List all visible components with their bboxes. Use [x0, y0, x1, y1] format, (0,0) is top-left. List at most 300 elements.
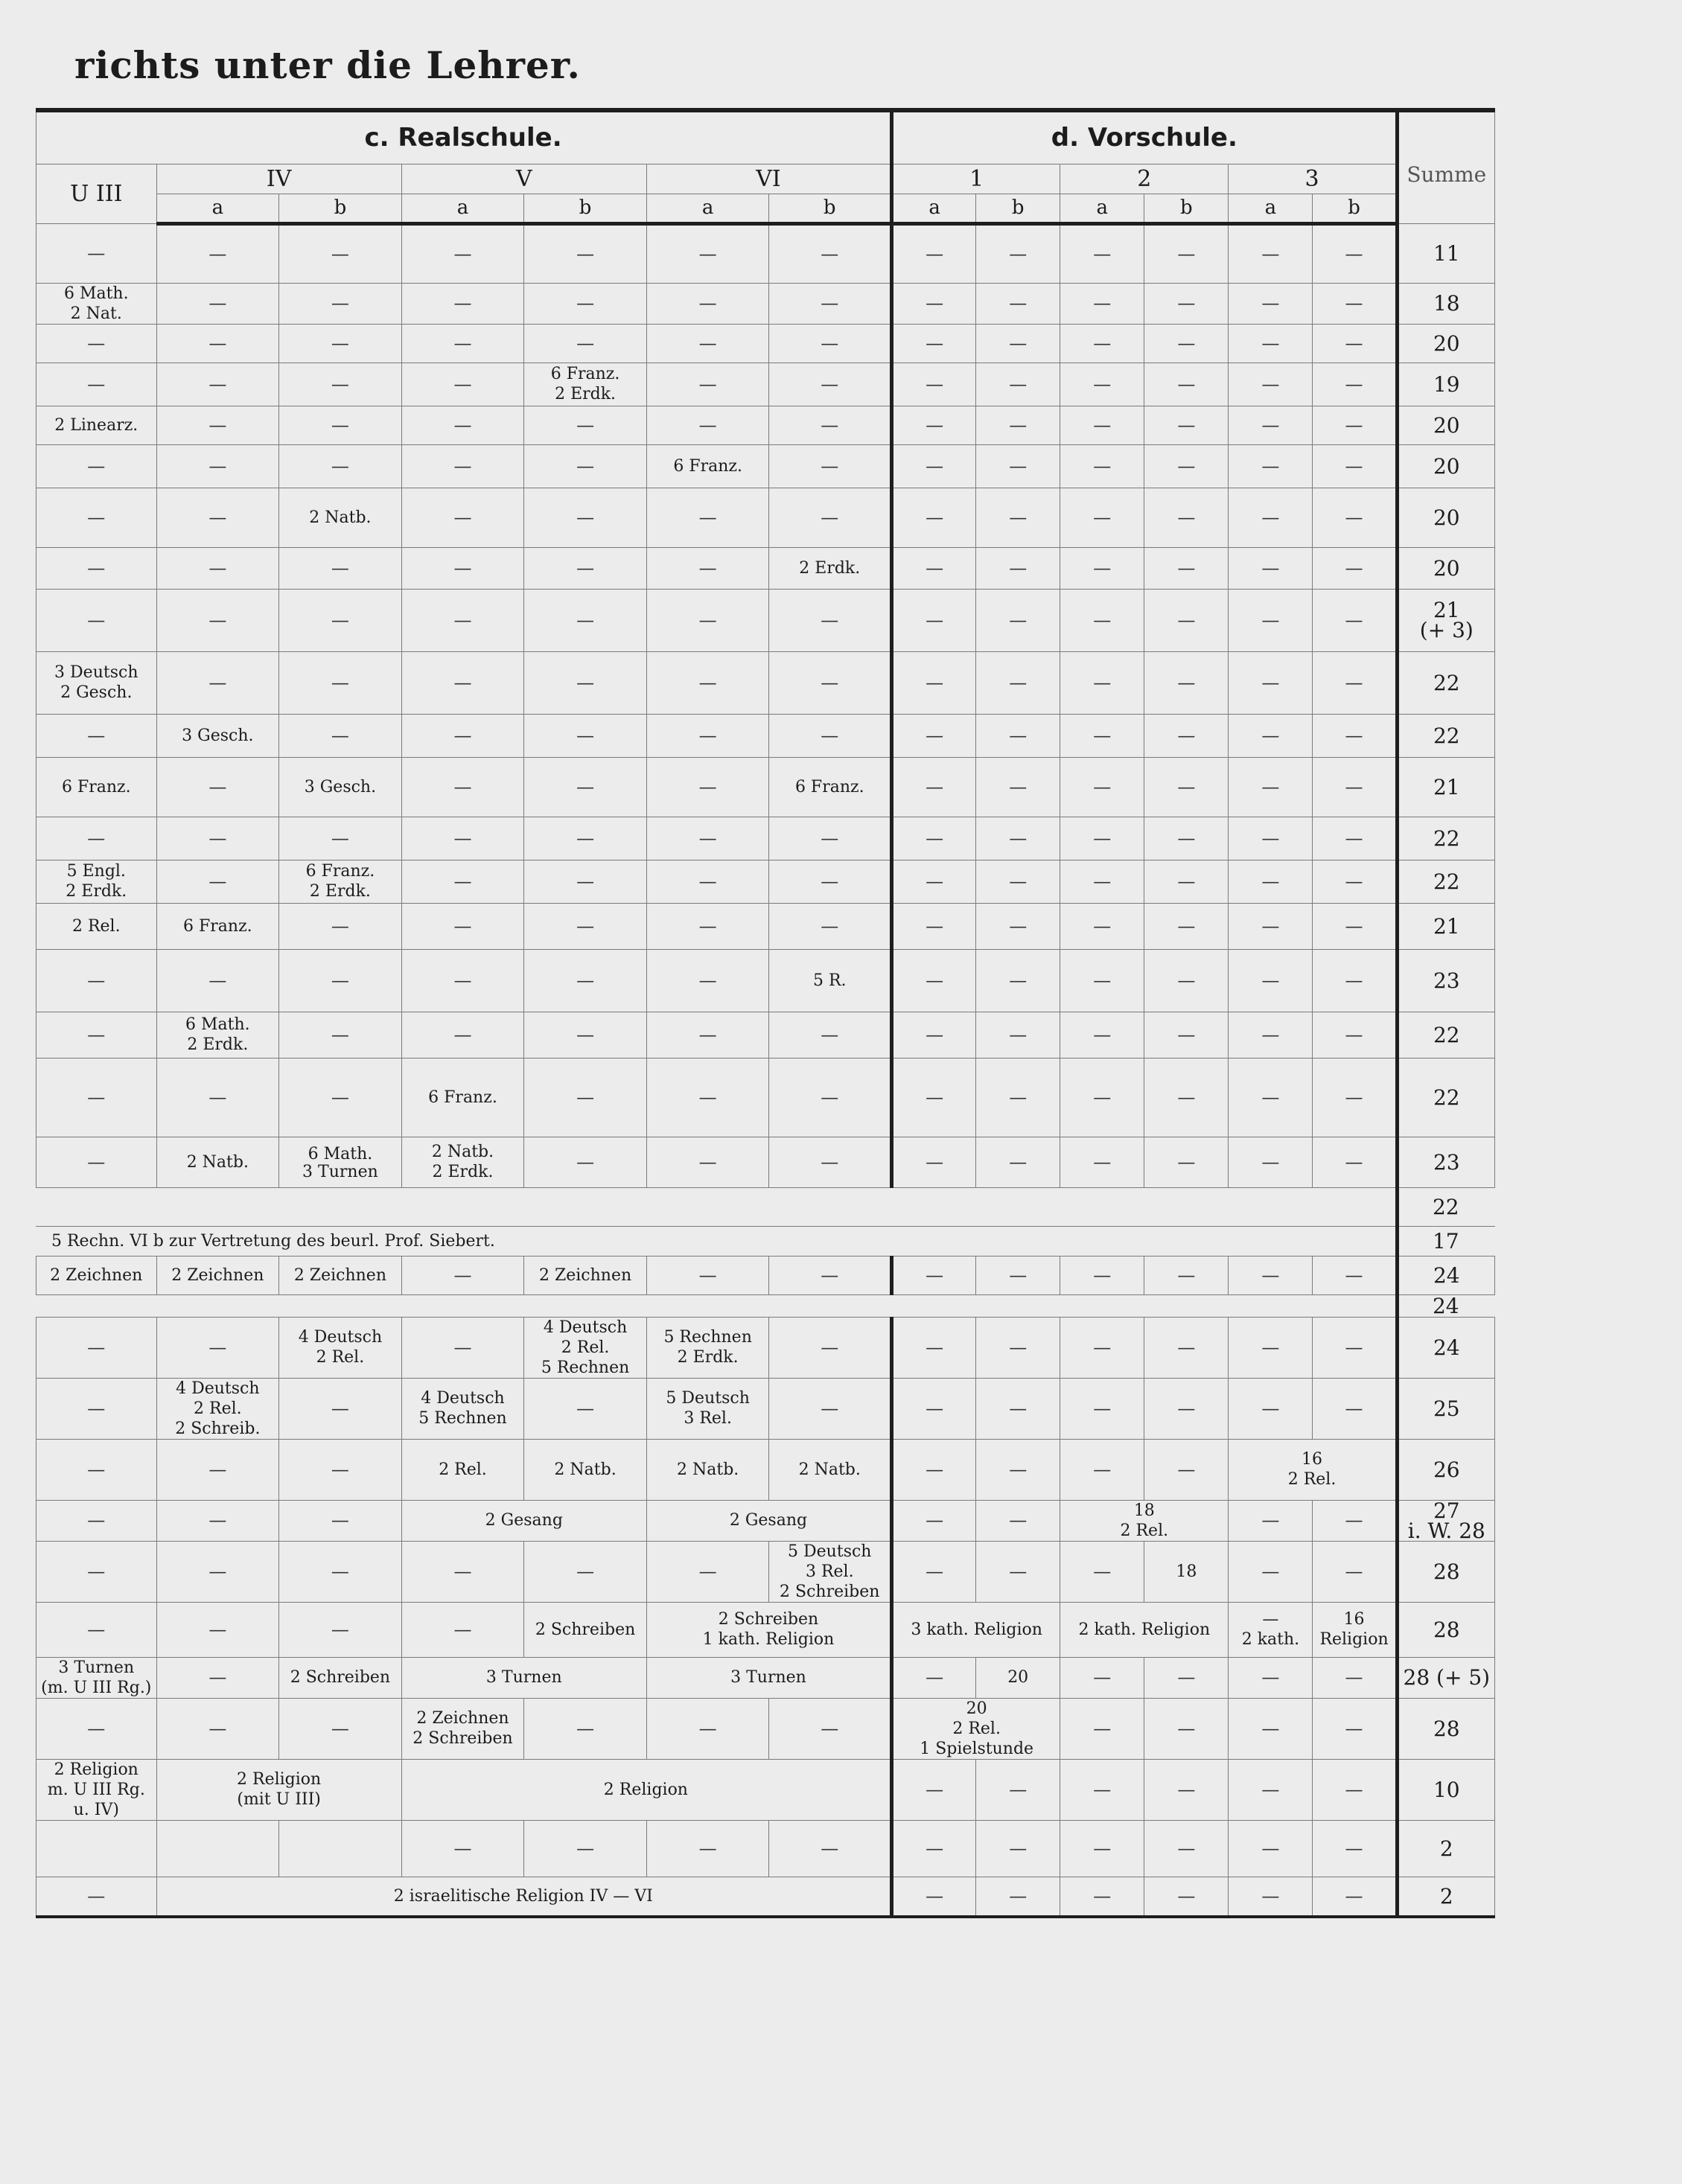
table-cell: —: [646, 651, 769, 714]
table-cell: —: [401, 324, 524, 363]
table-cell: —: [976, 444, 1060, 488]
table-row: [36, 714, 1495, 757]
table-cell: —: [1060, 860, 1144, 903]
table-cell: —: [1060, 283, 1144, 324]
col-1: 1: [892, 164, 1060, 194]
table-cell: —: [1313, 860, 1397, 903]
table-cell: —: [1060, 488, 1144, 547]
col-1-a: a: [892, 194, 976, 223]
table-cell: —: [976, 1378, 1060, 1439]
sum-cell: 25: [1397, 1378, 1494, 1439]
table-cell: —: [1313, 1137, 1397, 1187]
table-cell: 5 Rechnen 2 Erdk.: [646, 1317, 769, 1378]
table-row: [36, 1058, 1495, 1137]
table-cell: —: [1144, 817, 1229, 860]
col-2: 2: [1060, 164, 1229, 194]
sum-cell: 28: [1397, 1602, 1494, 1657]
table-cell: —: [1229, 1137, 1313, 1187]
table-cell: —: [1313, 324, 1397, 363]
table-cell: —: [279, 223, 402, 283]
table-cell: —: [524, 488, 647, 547]
table-row: [36, 1187, 1495, 1226]
table-cell: —: [1313, 714, 1397, 757]
table-cell: —: [1144, 547, 1229, 589]
table-cell: —: [1313, 1759, 1397, 1820]
table-cell: —: [1060, 651, 1144, 714]
table-cell: —: [36, 1439, 157, 1500]
table-cell: —: [401, 589, 524, 651]
table-cell: —: [1313, 757, 1397, 817]
table-cell: —: [524, 949, 647, 1012]
table-cell: —: [892, 1439, 976, 1500]
table-cell: —: [36, 1541, 157, 1602]
table-cell: —: [1313, 589, 1397, 651]
table-cell: —: [1060, 1137, 1144, 1187]
table-cell: —: [524, 903, 647, 949]
table-cell: 2 Zeichnen: [524, 1256, 647, 1294]
table-cell: 6 Franz.: [401, 1058, 524, 1137]
table-cell: —: [976, 714, 1060, 757]
table-cell: —: [156, 1500, 279, 1541]
vorschule-header: d. Vorschule.: [892, 110, 1398, 164]
table-cell: —: [1144, 1698, 1229, 1759]
table-cell: —: [646, 488, 769, 547]
col-uiii: U III: [36, 164, 157, 223]
table-cell: 2 Schreiben: [279, 1657, 402, 1698]
sum-cell: 2: [1397, 1820, 1494, 1877]
table-cell: —: [1144, 903, 1229, 949]
table-cell: —: [1060, 1759, 1144, 1820]
table-cell: —: [36, 1500, 157, 1541]
table-cell: 3 Turnen: [646, 1657, 891, 1698]
table-cell: —: [1229, 1657, 1313, 1698]
table-cell: 5 Deutsch 3 Rel.: [646, 1378, 769, 1439]
table-cell: —: [156, 860, 279, 903]
sum-cell: 28 (+ 5): [1397, 1657, 1494, 1698]
table-cell: —: [769, 903, 892, 949]
table-row: [36, 1698, 1495, 1759]
table-cell: —: [976, 406, 1060, 444]
table-cell: —: [1313, 406, 1397, 444]
table-cell: —: [892, 223, 976, 283]
table-cell: —: [279, 1058, 402, 1137]
table-cell: —: [524, 1378, 647, 1439]
table-cell: —: [1229, 488, 1313, 547]
table-cell: 6 Math. 2 Nat.: [36, 283, 157, 324]
note-cell: 5 Rechn. VI b zur Vertretung des beurl. Prof. Siebert.: [36, 1226, 1398, 1256]
sum-cell: 10: [1397, 1759, 1494, 1820]
table-cell: —: [646, 406, 769, 444]
table-cell: —: [156, 651, 279, 714]
table-cell: —: [976, 324, 1060, 363]
table-cell: —: [976, 1256, 1060, 1294]
table-cell: —: [646, 547, 769, 589]
col-v: V: [401, 164, 646, 194]
page-heading: richts unter die Lehrer.: [74, 43, 581, 87]
table-cell: —: [1313, 903, 1397, 949]
table-cell: —: [769, 817, 892, 860]
col-vi-b: b: [769, 194, 892, 223]
sum-cell: 2: [1397, 1877, 1494, 1917]
table-cell: —: [36, 363, 157, 406]
table-cell: —: [976, 1541, 1060, 1602]
table-cell: —: [1144, 949, 1229, 1012]
table-cell: —: [156, 1657, 279, 1698]
table-cell: —: [1144, 444, 1229, 488]
table-cell: 2 israelitische Religion IV — VI: [156, 1877, 892, 1917]
table-cell: 2 Schreiben 1 kath. Religion: [646, 1602, 891, 1657]
table-cell: —: [36, 1602, 157, 1657]
table-cell: —: [976, 223, 1060, 283]
table-cell: —: [1229, 1877, 1313, 1917]
table-cell: —: [1313, 949, 1397, 1012]
table-cell: —: [1229, 223, 1313, 283]
table-cell: —: [524, 1541, 647, 1602]
table-cell: 4 Deutsch 2 Rel. 5 Rechnen: [524, 1317, 647, 1378]
table-cell: —: [524, 547, 647, 589]
table-cell: 3 Gesch.: [156, 714, 279, 757]
table-cell: —: [892, 488, 976, 547]
table-cell: 18 2 Rel.: [1060, 1500, 1229, 1541]
table-row: [36, 444, 1495, 488]
table-cell: —: [769, 1012, 892, 1058]
table-cell: —: [279, 1541, 402, 1602]
table-cell: —: [976, 1500, 1060, 1541]
table-cell: — 2 kath.: [1229, 1602, 1313, 1657]
col-v-b: b: [524, 194, 647, 223]
table-cell: —: [976, 949, 1060, 1012]
table-cell: —: [36, 1317, 157, 1378]
table-cell: —: [156, 1317, 279, 1378]
table-cell: —: [1229, 1500, 1313, 1541]
table-cell: 5 R.: [769, 949, 892, 1012]
table-cell: 2 Zeichnen 2 Schreiben: [401, 1698, 524, 1759]
table-cell: —: [976, 488, 1060, 547]
table-cell: —: [1229, 714, 1313, 757]
table-cell: —: [646, 949, 769, 1012]
table-cell: 2 Religion: [401, 1759, 891, 1820]
table-row: [36, 949, 1495, 1012]
table-cell: —: [646, 860, 769, 903]
table-cell: —: [1229, 903, 1313, 949]
table-cell: —: [524, 1058, 647, 1137]
table-cell: 6 Franz. 2 Erdk.: [279, 860, 402, 903]
table-cell: —: [892, 1378, 976, 1439]
table-cell: —: [1144, 406, 1229, 444]
table-cell: —: [892, 1137, 976, 1187]
sum-cell: 28: [1397, 1698, 1494, 1759]
table-cell: —: [1060, 406, 1144, 444]
table-cell: —: [646, 903, 769, 949]
table-cell: —: [892, 1058, 976, 1137]
table-cell: 20 2 Rel. 1 Spielstunde: [892, 1698, 1060, 1759]
table-cell: —: [1144, 283, 1229, 324]
sum-cell: 24: [1397, 1317, 1494, 1378]
table-cell: —: [279, 1012, 402, 1058]
table-cell: —: [976, 547, 1060, 589]
table-cell: —: [401, 1541, 524, 1602]
table-cell: —: [36, 817, 157, 860]
table-cell: —: [1060, 363, 1144, 406]
table-cell: —: [1229, 1698, 1313, 1759]
table-cell: —: [646, 817, 769, 860]
table-cell: —: [892, 817, 976, 860]
table-cell: —: [892, 324, 976, 363]
sum-cell: 20: [1397, 488, 1494, 547]
table-cell: [36, 1820, 157, 1877]
table-cell: —: [36, 488, 157, 547]
table-cell: —: [646, 1698, 769, 1759]
table-cell: —: [1229, 363, 1313, 406]
table-cell: —: [36, 714, 157, 757]
table-cell: —: [1060, 1012, 1144, 1058]
table-cell: 3 kath. Religion: [892, 1602, 1060, 1657]
table-cell: 2 Schreiben: [524, 1602, 647, 1657]
col-3-b: b: [1313, 194, 1397, 223]
table-cell: —: [1313, 1877, 1397, 1917]
table-cell: —: [892, 1256, 976, 1294]
table-cell: —: [1229, 444, 1313, 488]
table-cell: —: [1060, 1058, 1144, 1137]
sum-cell: 19: [1397, 363, 1494, 406]
table-cell: —: [1313, 444, 1397, 488]
table-cell: —: [1060, 1877, 1144, 1917]
table-cell: —: [976, 283, 1060, 324]
table-cell: —: [892, 1657, 976, 1698]
table-cell: —: [401, 547, 524, 589]
table-cell: —: [1144, 1058, 1229, 1137]
table-cell: —: [1229, 817, 1313, 860]
table-cell: 6 Franz.: [156, 903, 279, 949]
table-cell: 3 Gesch.: [279, 757, 402, 817]
table-cell: —: [1060, 1698, 1144, 1759]
sum-cell: 23: [1397, 949, 1494, 1012]
table-cell: —: [892, 589, 976, 651]
table-cell: —: [892, 363, 976, 406]
table-cell: —: [156, 406, 279, 444]
table-cell: —: [524, 860, 647, 903]
table-cell: 2 Natb.: [646, 1439, 769, 1500]
table-row: [36, 1500, 1495, 1541]
table-cell: —: [1144, 757, 1229, 817]
table-cell: —: [401, 757, 524, 817]
table-cell: —: [36, 1877, 157, 1917]
col-3-a: a: [1229, 194, 1313, 223]
table-cell: 6 Franz.: [36, 757, 157, 817]
table-cell: —: [769, 860, 892, 903]
table-cell: —: [524, 444, 647, 488]
table-cell: —: [524, 324, 647, 363]
table-cell: —: [892, 1541, 976, 1602]
table-cell: 3 Turnen (m. U III Rg.): [36, 1657, 157, 1698]
col-vi: VI: [646, 164, 891, 194]
table-cell: —: [976, 1137, 1060, 1187]
table-row: [36, 1012, 1495, 1058]
table-cell: —: [892, 757, 976, 817]
table-cell: 4 Deutsch 2 Rel.: [279, 1317, 402, 1378]
table-cell: —: [1144, 1657, 1229, 1698]
table-cell: —: [1229, 1378, 1313, 1439]
table-cell: —: [646, 363, 769, 406]
table-cell: —: [976, 1439, 1060, 1500]
table-cell: —: [769, 589, 892, 651]
sum-cell: 20: [1397, 547, 1494, 589]
table-row: [36, 1602, 1495, 1657]
table-cell: —: [1313, 1500, 1397, 1541]
table-cell: 6 Franz.: [646, 444, 769, 488]
table-cell: —: [156, 1058, 279, 1137]
table-row: [36, 1256, 1495, 1294]
table-cell: —: [1313, 1058, 1397, 1137]
sum-cell: 22: [1397, 651, 1494, 714]
sum-cell: 27 i. W. 28: [1397, 1500, 1494, 1541]
table-cell: —: [524, 1137, 647, 1187]
table-cell: —: [401, 1820, 524, 1877]
table-cell: —: [279, 283, 402, 324]
table-cell: —: [279, 949, 402, 1012]
table-cell: —: [401, 903, 524, 949]
table-cell: —: [769, 488, 892, 547]
table-row: [36, 1226, 1495, 1256]
table-cell: —: [401, 406, 524, 444]
table-cell: —: [1229, 406, 1313, 444]
table-cell: —: [1313, 283, 1397, 324]
table-cell: —: [1144, 1137, 1229, 1187]
sum-cell: 22: [1397, 860, 1494, 903]
table-cell: —: [892, 406, 976, 444]
table-cell: 2 Zeichnen: [156, 1256, 279, 1294]
table-cell: 2 Rel.: [36, 903, 157, 949]
table-cell: —: [1060, 817, 1144, 860]
note-cell: [36, 1187, 1398, 1226]
table-cell: —: [156, 324, 279, 363]
table-row: [36, 406, 1495, 444]
table-cell: —: [1229, 1820, 1313, 1877]
table-cell: —: [1060, 949, 1144, 1012]
col-iv-a: a: [156, 194, 279, 223]
table-cell: 5 Engl. 2 Erdk.: [36, 860, 157, 903]
table-cell: 18: [1144, 1541, 1229, 1602]
table-row: [36, 589, 1495, 651]
table-cell: —: [976, 757, 1060, 817]
table-cell: —: [1229, 1759, 1313, 1820]
table-cell: —: [1313, 1256, 1397, 1294]
table-cell: —: [1313, 223, 1397, 283]
table-cell: —: [646, 1256, 769, 1294]
table-cell: —: [156, 363, 279, 406]
table-cell: —: [279, 1602, 402, 1657]
table-cell: 3 Turnen: [401, 1657, 646, 1698]
col-vi-a: a: [646, 194, 769, 223]
table-row: [36, 651, 1495, 714]
col-1-b: b: [976, 194, 1060, 223]
table-cell: 5 Deutsch 3 Rel. 2 Schreiben: [769, 1541, 892, 1602]
table-cell: —: [769, 1378, 892, 1439]
table-row: [36, 1820, 1495, 1877]
table-cell: —: [36, 949, 157, 1012]
table-cell: —: [892, 444, 976, 488]
sum-cell: 11: [1397, 223, 1494, 283]
table-cell: 2 Gesang: [646, 1500, 891, 1541]
table-cell: —: [976, 1012, 1060, 1058]
table-cell: —: [892, 860, 976, 903]
sum-cell: 22: [1397, 1058, 1494, 1137]
sum-cell: 18: [1397, 283, 1494, 324]
table-cell: —: [892, 949, 976, 1012]
table-cell: —: [401, 1012, 524, 1058]
table-cell: —: [1144, 860, 1229, 903]
table-cell: —: [156, 547, 279, 589]
table-cell: —: [156, 444, 279, 488]
table-cell: —: [1060, 444, 1144, 488]
table-cell: —: [1229, 283, 1313, 324]
table-cell: —: [524, 223, 647, 283]
table-cell: —: [769, 324, 892, 363]
table-cell: —: [1144, 223, 1229, 283]
table-cell: —: [1060, 589, 1144, 651]
note-cell: [36, 1294, 1398, 1317]
table-cell: —: [1144, 714, 1229, 757]
table-cell: —: [769, 223, 892, 283]
table-cell: —: [279, 1439, 402, 1500]
table-cell: —: [36, 324, 157, 363]
table-cell: —: [279, 1698, 402, 1759]
sum-cell: 22: [1397, 817, 1494, 860]
table-cell: —: [976, 1759, 1060, 1820]
table-cell: —: [36, 1058, 157, 1137]
table-cell: —: [1144, 488, 1229, 547]
table-cell: 6 Franz.: [769, 757, 892, 817]
sum-cell: 21: [1397, 903, 1494, 949]
table-cell: —: [401, 817, 524, 860]
table-cell: —: [646, 714, 769, 757]
table-cell: —: [401, 714, 524, 757]
table-cell: —: [1229, 949, 1313, 1012]
table-cell: —: [1313, 1820, 1397, 1877]
table-cell: [156, 1820, 279, 1877]
table-cell: —: [156, 1439, 279, 1500]
table-cell: —: [892, 651, 976, 714]
table-cell: —: [646, 1137, 769, 1187]
table-cell: —: [1229, 757, 1313, 817]
table-cell: —: [892, 547, 976, 589]
table-cell: 4 Deutsch 2 Rel. 2 Schreib.: [156, 1378, 279, 1439]
table-cell: —: [524, 714, 647, 757]
table-cell: —: [1060, 1256, 1144, 1294]
table-cell: —: [401, 651, 524, 714]
table-cell: —: [769, 1317, 892, 1378]
table-row: [36, 903, 1495, 949]
table-cell: 2 Natb. 2 Erdk.: [401, 1137, 524, 1187]
table-cell: —: [1229, 1541, 1313, 1602]
col-iv: IV: [156, 164, 401, 194]
table-cell: —: [524, 1012, 647, 1058]
table-cell: —: [36, 547, 157, 589]
table-cell: —: [1060, 903, 1144, 949]
sum-cell: 22: [1397, 1012, 1494, 1058]
table-cell: —: [892, 903, 976, 949]
table-cell: —: [1144, 1317, 1229, 1378]
table-cell: —: [976, 903, 1060, 949]
table-cell: —: [769, 406, 892, 444]
table-cell: —: [1060, 714, 1144, 757]
table-cell: —: [279, 363, 402, 406]
sum-cell: 20: [1397, 324, 1494, 363]
table-cell: —: [769, 444, 892, 488]
table-row: [36, 324, 1495, 363]
table-cell: —: [279, 406, 402, 444]
table-cell: —: [1144, 363, 1229, 406]
